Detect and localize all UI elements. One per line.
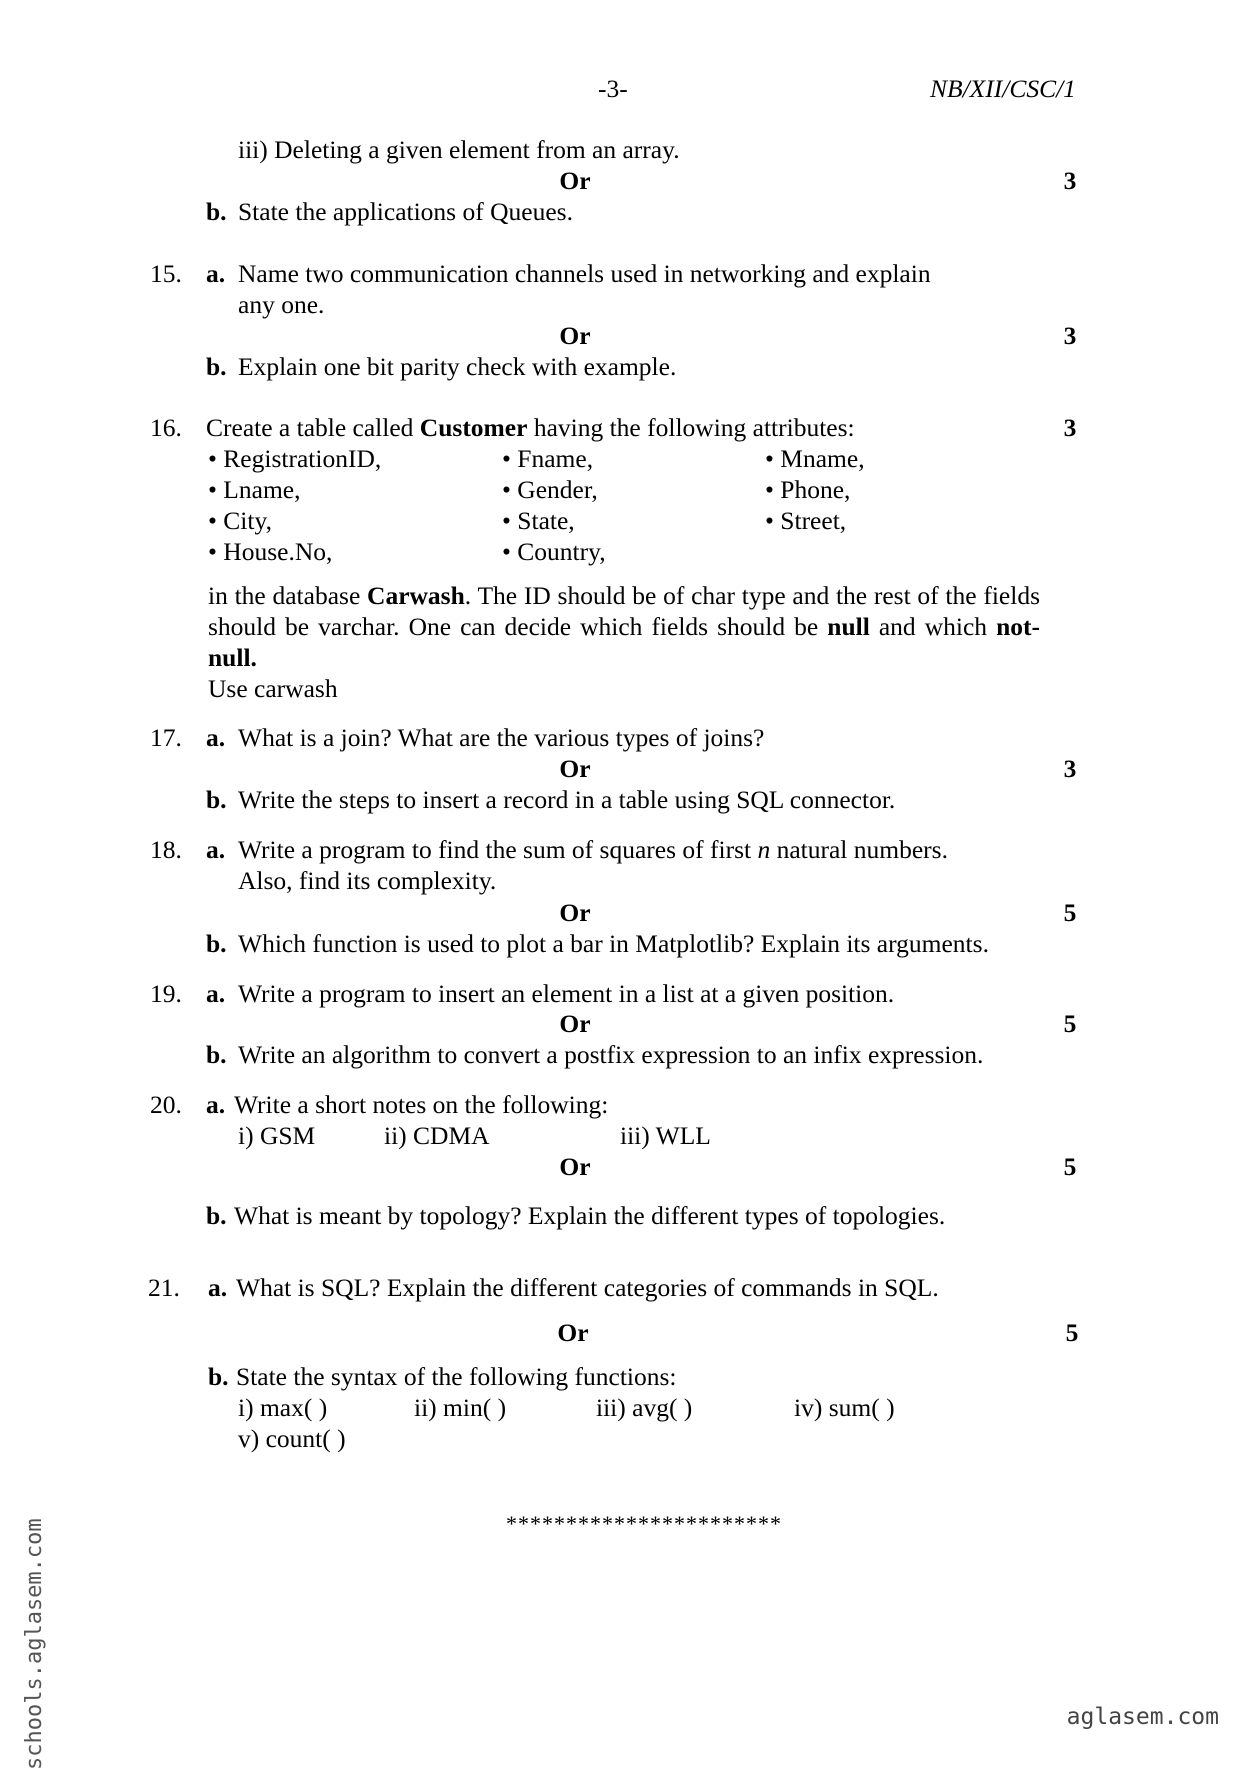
option-a-label: a.	[206, 259, 226, 288]
marks: 3	[1063, 754, 1077, 783]
marks: 3	[1063, 321, 1077, 350]
question-text: Name two communication channels used in networking and explain	[238, 259, 931, 288]
question-text: any one.	[238, 290, 325, 319]
question-number: 17.	[150, 723, 182, 752]
question-number: 21.	[148, 1273, 180, 1302]
option-b-label: b.	[206, 197, 227, 226]
attribute-item: • Country,	[502, 537, 606, 566]
or-label: Or	[559, 1009, 591, 1038]
marks: 5	[1063, 1009, 1077, 1038]
marks: 5	[1063, 898, 1077, 927]
q16-intro-pre: Create a table called	[206, 413, 420, 442]
topic-item: iii) WLL	[620, 1121, 711, 1150]
attribute-item: • Lname,	[208, 475, 301, 504]
q16-intro-post: having the following attributes:	[527, 413, 855, 442]
attribute-item: • City,	[208, 506, 272, 535]
question-number: 18.	[150, 835, 182, 864]
question-text: What is meant by topology? Explain the different types of topologies.	[234, 1201, 946, 1230]
q16-description	[208, 580, 1040, 704]
or-label: Or	[559, 321, 591, 350]
function-item: iii) avg( )	[596, 1393, 693, 1422]
or-label: Or	[559, 166, 591, 195]
function-item: iv) sum( )	[794, 1393, 895, 1422]
or-label: Or	[559, 898, 591, 927]
attribute-item: • Fname,	[502, 444, 594, 473]
database-name: Carwash	[367, 581, 465, 610]
option-a-label: a.	[206, 723, 226, 752]
option-a-label: a.	[206, 835, 226, 864]
side-watermark: schools.aglasem.com	[22, 1518, 47, 1770]
attribute-item: • RegistrationID,	[208, 444, 382, 473]
question-number: 16.	[150, 413, 182, 442]
question-text: Write a short notes on the following:	[234, 1090, 609, 1119]
option-b-label: b.	[206, 1040, 227, 1069]
marks: 5	[1063, 1152, 1077, 1181]
option-b-label: b.	[208, 1362, 229, 1391]
question-text: Which function is used to plot a bar in Matplotlib? Explain its arguments.	[238, 929, 989, 958]
option-a-label: a.	[206, 1090, 226, 1119]
option-a-label: a.	[206, 979, 226, 1008]
end-marker: ***********************	[506, 1511, 782, 1536]
option-b-label: b.	[206, 785, 227, 814]
q18-text-post: natural numbers.	[770, 835, 948, 864]
page-number: -3-	[598, 74, 628, 103]
attribute-item: • Street,	[765, 506, 847, 535]
marks: 3	[1063, 166, 1077, 195]
question-number: 20.	[150, 1090, 182, 1119]
or-label: Or	[559, 754, 591, 783]
or-label: Or	[557, 1318, 589, 1347]
question-text	[206, 412, 855, 443]
attribute-item: • State,	[502, 506, 575, 535]
question-text: Explain one bit parity check with example.	[238, 352, 677, 381]
attribute-item: • Phone,	[765, 475, 851, 504]
q14-item-iii: iii) Deleting a given element from an array.	[238, 135, 680, 164]
not-null-keyword: not-null.	[208, 612, 1040, 672]
topic-item: i) GSM	[238, 1121, 316, 1150]
attribute-item: • House.No,	[208, 537, 333, 566]
question-text: What is SQL? Explain the different categories of commands in SQL.	[236, 1273, 939, 1302]
function-item: v) count( )	[238, 1424, 346, 1453]
question-text: State the syntax of the following functions:	[236, 1362, 677, 1391]
marks: 3	[1063, 413, 1077, 442]
topic-item: ii) CDMA	[384, 1121, 490, 1150]
variable-n: n	[757, 835, 771, 864]
attribute-item: • Gender,	[502, 475, 598, 504]
use-statement: Use carwash	[208, 674, 338, 703]
question-text	[238, 834, 948, 865]
q16-para-3: and which	[869, 612, 997, 641]
paper-code: NB/XII/CSC/1	[930, 74, 1076, 103]
option-b-label: b.	[206, 352, 227, 381]
option-b-label: b.	[206, 1201, 227, 1230]
or-label: Or	[559, 1152, 591, 1181]
table-name: Customer	[419, 413, 528, 442]
q16-para-1: in the database	[208, 581, 368, 610]
option-b-label: b.	[206, 929, 227, 958]
option-a-label: a.	[208, 1273, 228, 1302]
question-text: What is a join? What are the various types of joins?	[238, 723, 765, 752]
question-number: 19.	[150, 979, 182, 1008]
null-keyword: null	[827, 612, 870, 641]
question-text: Write an algorithm to convert a postfix expression to an infix expression.	[238, 1040, 984, 1069]
footer-watermark: aglasem.com	[1066, 1704, 1219, 1730]
question-text: Also, find its complexity.	[238, 866, 497, 895]
marks: 5	[1065, 1318, 1079, 1347]
question-text: State the applications of Queues.	[238, 197, 573, 226]
function-item: i) max( )	[238, 1393, 328, 1422]
q16-para-2: . The ID should be of char type and the rest of the fields should be varchar. One can decide which fields should be	[208, 581, 1040, 641]
question-number: 15.	[150, 259, 182, 288]
question-text: Write a program to insert an element in a list at a given position.	[238, 979, 895, 1008]
attribute-item: • Mname,	[765, 444, 865, 473]
function-item: ii) min( )	[414, 1393, 507, 1422]
question-text: Write the steps to insert a record in a table using SQL connector.	[238, 785, 896, 814]
q18-text-pre: Write a program to find the sum of squares of first	[238, 835, 758, 864]
